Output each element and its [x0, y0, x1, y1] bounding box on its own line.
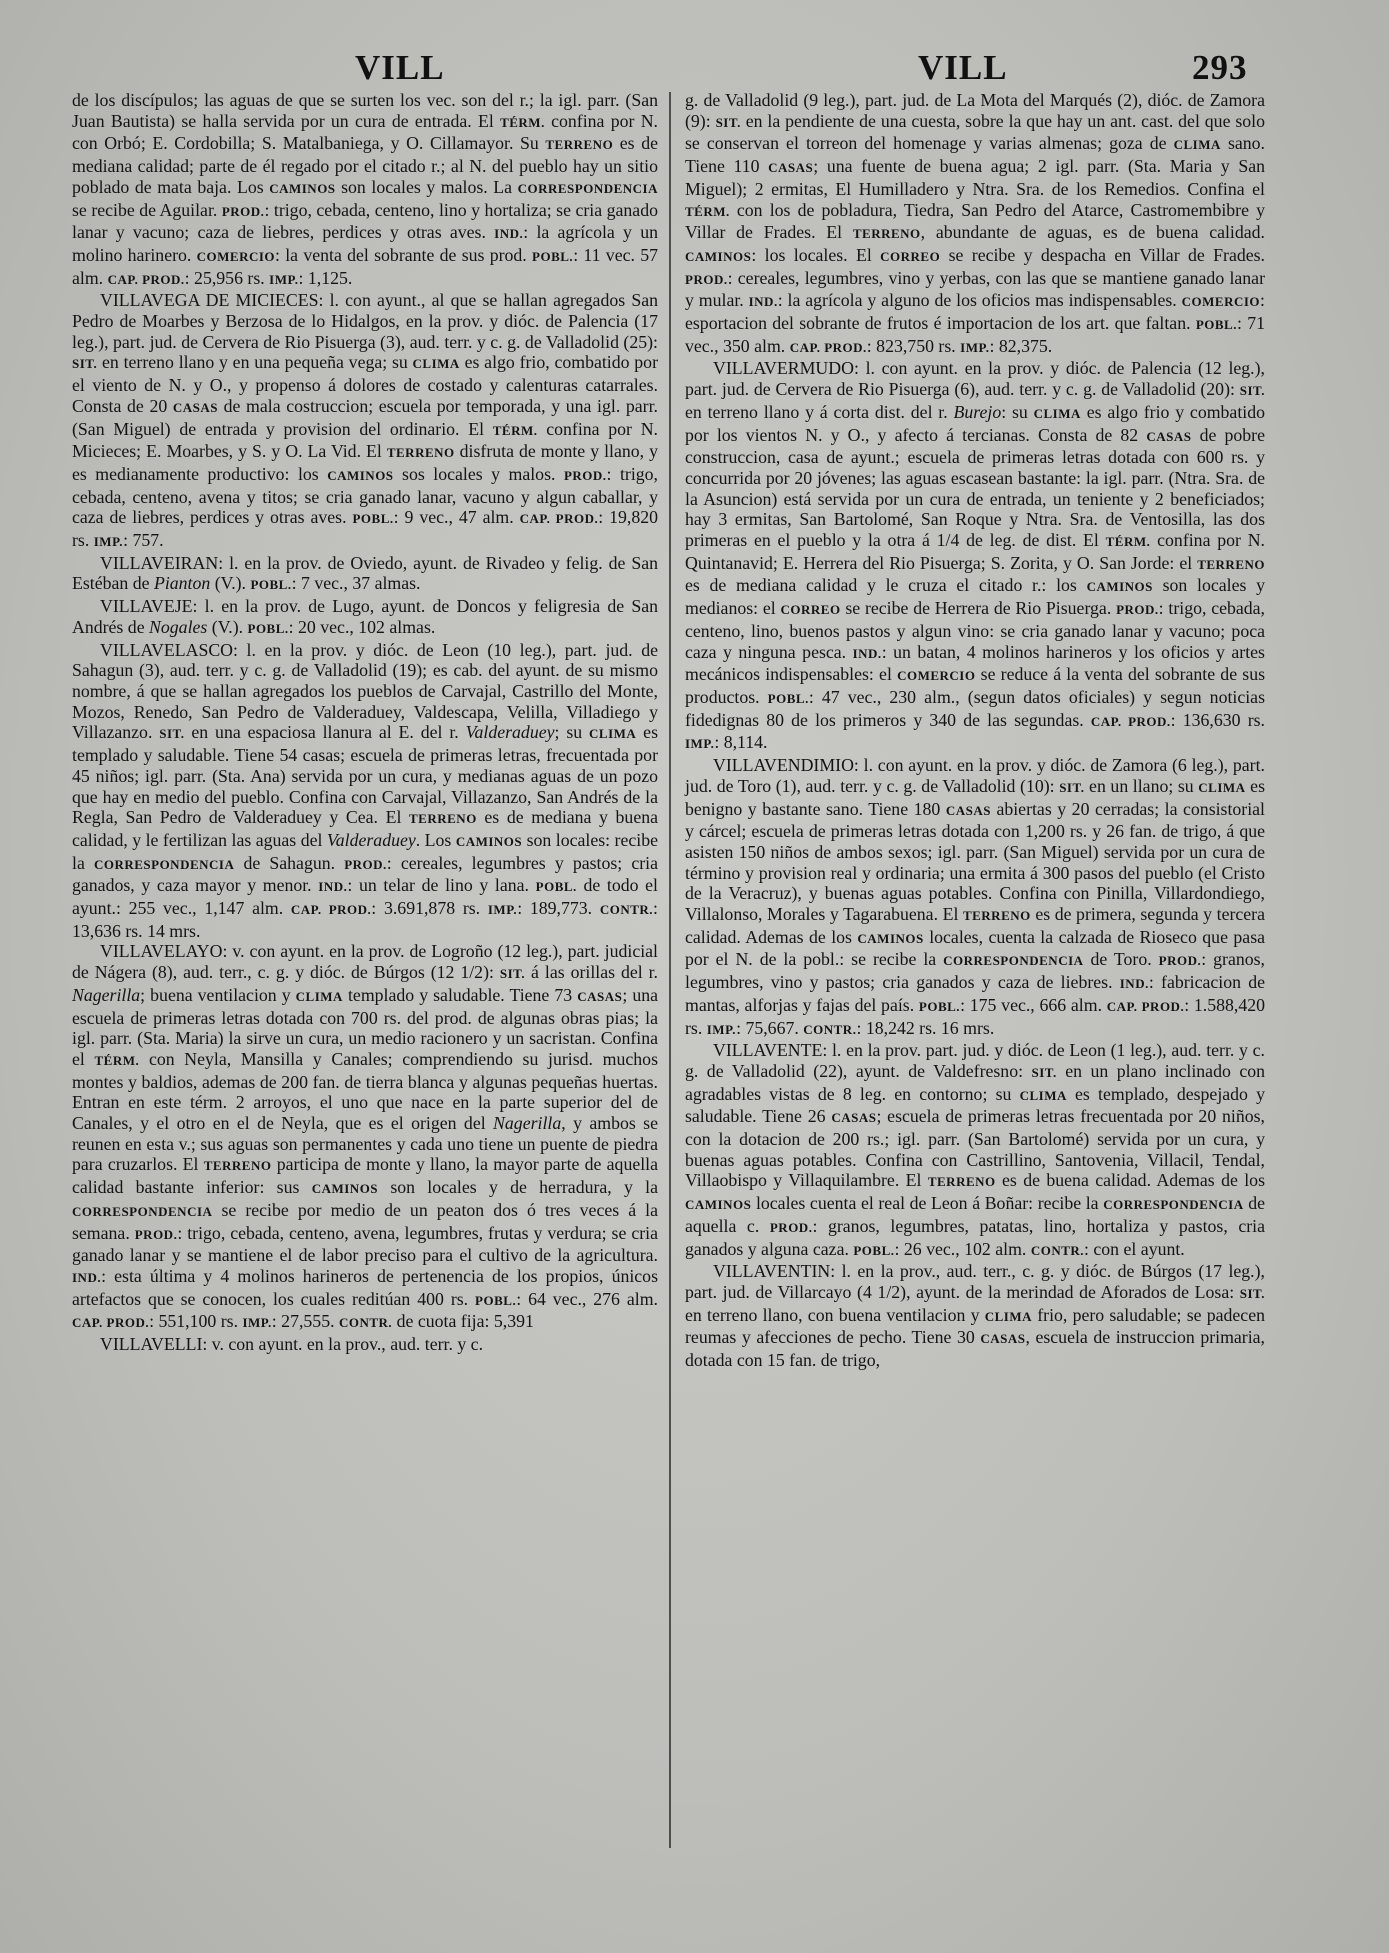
abbreviation: TERRENO	[386, 445, 455, 461]
entry-text: : granos, legumbres, vino y pastos; cria ganados y caza de liebres.	[685, 949, 1265, 993]
abbreviation: CAP. PROD.	[1106, 998, 1185, 1014]
entry-text: templado y saludable. Tiene 73	[342, 984, 578, 1005]
entry-text: se recibe por medio de un peaton dos ó tres veces á la semana.	[72, 1199, 658, 1243]
italic-name: Nagerilla	[72, 984, 141, 1005]
abbreviation: IMP.	[269, 271, 299, 287]
entry-text: : un batan, 4 molinos harineros y los oficios y artes mecánicos indispensables: el	[685, 641, 1265, 685]
abbreviation: CONTR.	[1030, 1242, 1085, 1258]
entry-text: con los de pobladura, Tiedra, San Pedro del Atarce, Castromembibre y Villar de Frades. El	[685, 199, 1265, 243]
entry-text: : trigo, cebada, centeno, lino y hortaliza; se cria ganado lanar y vacuno; caza de liebres, perdices y otras aves.	[72, 199, 658, 243]
abbreviation: CONTR.	[803, 1021, 857, 1037]
abbreviation: POBL.	[352, 511, 394, 527]
italic-name: Nagerilla	[493, 1113, 562, 1134]
entry-text: : 75,667.	[736, 1017, 804, 1038]
abbreviation: IND.	[1119, 976, 1149, 992]
entry-text: : 823,750 rs.	[866, 335, 961, 356]
abbreviation: POBL.	[247, 620, 289, 636]
italic-name: Valderaduey	[326, 829, 416, 850]
abbreviation: POBL.	[535, 879, 577, 895]
abbreviation: CASAS	[172, 399, 218, 415]
abbreviation: POBL.	[475, 1292, 517, 1308]
entry-text: : fabricacion de mantas, alforjas y fajas del país.	[685, 972, 1265, 1015]
entry-text: : 18,242 rs. 16 mrs.	[856, 1017, 995, 1038]
entry-text: se recibe y despacha en Villar de Frades.	[940, 244, 1266, 265]
entry-text: . Los	[415, 829, 456, 850]
abbreviation: CLIMA	[984, 1308, 1032, 1324]
gazetteer-entry	[685, 358, 1265, 755]
entry-text: en la pendiente de una cuesta, sobre la que hay un ant. cast. del que solo se conservan el torreon del homenage y varias almenas; goza de	[685, 110, 1265, 154]
abbreviation: CASAS	[831, 1110, 877, 1126]
entry-text: á las orillas del r.	[525, 962, 658, 983]
abbreviation: TÉRM.	[685, 203, 730, 219]
entry-text: de aquella c.	[685, 1193, 1265, 1236]
entry-text: se recibe de Aguilar.	[72, 199, 222, 220]
gazetteer-entry	[72, 941, 658, 1334]
abbreviation: SIT.	[499, 966, 526, 982]
abbreviation: IMP.	[487, 902, 518, 918]
entry-text: : 1.588,420 rs.	[685, 994, 1266, 1038]
abbreviation: SIT.	[1059, 779, 1085, 795]
entry-text: : 175 vec., 666 alm.	[960, 994, 1107, 1015]
abbreviation: IMP.	[242, 1315, 272, 1331]
entry-headword: VILLAVENDIMIO	[713, 755, 854, 776]
abbreviation: PROD.	[769, 1219, 813, 1235]
entry-text: : un telar de lino y lana.	[347, 875, 536, 896]
abbreviation: SIT.	[159, 726, 185, 742]
running-head-left: VILL	[355, 48, 445, 87]
entry-text: de todo el ayunt.: 255 vec., 1,147 alm.	[72, 875, 658, 919]
entry-text: : 11 vec. 57 alm.	[72, 244, 658, 288]
abbreviation: CLIMA	[1198, 779, 1246, 795]
entry-text: es de mediana y buena calidad, y le fertilizan las aguas del	[72, 807, 658, 850]
entry-text: es algo frio, combatido por el viento de N. y O., y propenso á dolores de costado y calenturas catarrales. Consta de 20	[72, 352, 658, 416]
abbreviation: CASAS	[577, 988, 623, 1004]
entry-text: : trigo, cebada, centeno, avena y titos; se cria ganado lanar, vacuno y algun caballar, y caza de liebres, perdices y otras aves.	[72, 463, 658, 528]
left-column	[72, 90, 658, 1355]
abbreviation: POBL.	[853, 1242, 895, 1258]
italic-name: Valderaduey	[465, 722, 555, 743]
abbreviation: CORRESPONDENCIA	[943, 953, 1084, 969]
entry-text: locales, cuenta la calzada de Rioseco que pasa por el N. de la pobl.: se recibe la	[685, 926, 1266, 970]
entry-text: (V.).	[207, 616, 248, 637]
abbreviation: CAP. PROD.	[107, 271, 185, 287]
abbreviation: PROD.	[563, 467, 607, 483]
entry-text: abiertas y 20 cerradas; la consistorial y cárcel; escuela de primeras letras dotada con 1,200 rs. y 26 fan. de trigo, á que asisten 150 niños de ambos sexos; igl. parr. (San Miguel) servida por un cura de término y provision real y ordinaria; una ermita á 300 pasos del pueblo (el Cristo de la Veracruz), y buenas aguas potables. Confina con Pinilla, Villardondiego, Villalonso, Morales y Tagarabuena. El	[685, 798, 1265, 925]
entry-text: participa de monte y llano, la mayor parte de aquella calidad bastante inferior: sus	[72, 1154, 658, 1198]
abbreviation: PROD.	[685, 271, 728, 287]
entry-text: en terreno llano y en una pequeña vega; su	[97, 352, 413, 373]
abbreviation: CORREO	[780, 602, 841, 618]
entry-text: confina por N. Micieces; E. Moarbes, y S. y O. La Vid. El	[72, 418, 658, 462]
entry-text: : 136,630 rs.	[1170, 709, 1265, 730]
entry-text: son locales y medianos: el	[685, 575, 1265, 619]
gazetteer-entry	[72, 596, 658, 639]
entry-text: : l. con ayunt. en la prov. y dióc. de Zamora (6 leg.), part. jud. de Toro (1), aud. terr. y c. g. de Valladolid (10):	[685, 755, 1265, 796]
entry-headword: VILLAVELAYO	[100, 941, 223, 962]
entry-text: es benigno y bastante sano. Tiene 180	[685, 775, 1265, 819]
abbreviation: IND.	[748, 294, 778, 310]
entry-headword: VILLAVEIRAN	[100, 552, 219, 573]
abbreviation: SIT.	[1031, 1064, 1057, 1080]
gazetteer-entry	[72, 290, 658, 552]
entry-text: son locales y malos. La	[335, 176, 518, 197]
entry-text: : v. con ayunt. en la prov. de Logroño (12 leg.), part. judicial de Nágera (8), aud. terr., c. g. y dióc. de Búrgos (12 1/2):	[72, 941, 658, 983]
entry-text: , escuela de instruccion primaria, dotada con 15 fan. de trigo,	[685, 1327, 1266, 1371]
abbreviation: POBL.	[532, 248, 574, 264]
italic-name: Nogales	[149, 616, 208, 637]
abbreviation: TERRENO	[203, 1158, 272, 1174]
entry-text: : 9 vec., 47 alm.	[393, 507, 520, 528]
entry-text: : los locales. El	[751, 244, 881, 265]
gazetteer-entry	[72, 1334, 658, 1355]
entry-text: de Toro.	[1083, 949, 1159, 970]
abbreviation: POBL.	[767, 690, 809, 706]
entry-text: ; una fuente de buena agua; 2 igl. parr. (Sta. Maria y San Miguel); 2 ermitas, El Humilladero y Ntra. Sra. de los Remedios. Confina el	[685, 156, 1265, 199]
entry-headword: VILLAVENTIN	[713, 1261, 831, 1282]
continuation-paragraph	[685, 90, 1265, 358]
gazetteer-entry	[72, 640, 658, 942]
entry-text: de Sahagun.	[234, 852, 345, 873]
entry-text: : la agrícola y alguno de los oficios mas indispensables.	[777, 290, 1182, 311]
gazetteer-entry	[685, 1040, 1265, 1261]
abbreviation: CLIMA	[1173, 137, 1221, 153]
entry-text: : la agrícola y un molino harinero.	[72, 222, 658, 265]
abbreviation: TERRENO	[927, 1174, 996, 1190]
entry-text: de mala costruccion; escuela por temporada, y una igl. parr. (San Miguel) de entrada y provision del ordinario. El	[72, 395, 658, 439]
entry-headword: VILLAVENTE	[713, 1040, 823, 1061]
entry-text: : 27,555.	[271, 1311, 339, 1332]
abbreviation: PROD.	[134, 1226, 178, 1242]
abbreviation: CONTR.	[599, 902, 654, 918]
abbreviation: CLIMA	[589, 726, 637, 742]
abbreviation: CORRESPONDENCIA	[72, 1203, 213, 1219]
entry-text: : 13,636 rs. 14 mrs.	[72, 898, 658, 941]
entry-text: : v. con ayunt. en la prov., aud. terr. y c.	[202, 1334, 484, 1355]
entry-text: en una espaciosa llanura al E. del r.	[184, 722, 466, 743]
abbreviation: COMERCIO	[897, 668, 976, 684]
entry-text: con Neyla, Mansilla y Canales; comprendiendo su jurisd. muchos montes y baldios, ademas de 200 fan. de tierra blanca y algunas pequeñas huertas. Entran en este térm. 2 arroyos, el uno que nace en la parte superior del de Canales, y el otro en el de Neyla, que es el origen del	[72, 1048, 658, 1134]
entry-text: es algo frio y combatido por los vientos N. y O., y afecto á tercianas. Consta de 82	[685, 401, 1265, 445]
entry-text: : l. en la prov. part. jud. y dióc. de Leon (1 leg.), aud. terr. y c. g. de Valladolid (22), ayunt. de Valdefresno:	[685, 1040, 1265, 1081]
abbreviation: POBL.	[918, 998, 961, 1014]
abbreviation: TERRENO	[962, 908, 1031, 924]
abbreviation: CAMINOS	[327, 467, 394, 483]
abbreviation: CAMINOS	[269, 180, 336, 196]
abbreviation: COMERCIO	[1181, 294, 1261, 310]
entry-text: es de mediana calidad; parte de él regado por el citado r.; al N. del pueblo hay un sitio poblado de mata baja. Los	[72, 133, 658, 197]
abbreviation: CASAS	[768, 160, 814, 176]
entry-text: , abundante de aguas, es de buena calidad.	[920, 222, 1265, 243]
abbreviation: CORREO	[880, 248, 941, 264]
abbreviation: SIT.	[72, 356, 98, 372]
entry-text: se reduce á la venta del sobrante de sus productos.	[685, 664, 1266, 707]
entry-text: son locales y de herradura, y la	[378, 1177, 659, 1198]
abbreviation: CAMINOS	[857, 930, 924, 946]
entry-text: : 7 vec., 37 almas.	[291, 573, 421, 594]
entry-text: : cereales, legumbres, vino y yerbas, con las que se mantiene ganado lanar y mular.	[685, 267, 1265, 311]
entry-headword: VILLAVERMUDO	[713, 358, 854, 379]
entry-text: en terreno llano, con buena ventilacion y	[685, 1304, 985, 1325]
entry-text: : esta última y 4 molinos harineros de pertenencia de los propios, únicos artefactos que se conocen, los cuales reditúan 400 rs.	[72, 1265, 658, 1309]
abbreviation: CLIMA	[295, 988, 343, 1004]
column-rule	[669, 92, 671, 1848]
gazetteer-entry	[685, 1261, 1265, 1371]
entry-text: confina por N. Quintanavid; E. Herrera del Rio Pisuerga; S. Zorita, y O. San Jorde: el	[685, 530, 1265, 573]
entry-text: : 71 vec., 350 alm.	[685, 313, 1265, 356]
entry-text: es de primera, segunda y tercera calidad. Ademas de los	[685, 904, 1265, 947]
entry-headword: VILLAVEJE	[100, 596, 193, 617]
entry-text: de pobre construccion, casa de ayunt.; escuela de primeras letras dotada con 600 rs. y concurrida por 20 jóvenes; las aguas escasean bastante: la igl. parr. (Ntra. Sra. de la Asuncion) está servida por un cura de entrada, un teniente y 2 beneficiados; hay 3 ermitas, San Bartolomé, San Roque y Ntra. Sra. de Ventosilla, las dos primeras en el pueblo y la otra á 1/4 de leg. de dist. El	[685, 424, 1265, 551]
entry-text: : 64 vec., 276 alm.	[516, 1288, 658, 1309]
abbreviation: CAMINOS	[455, 833, 523, 849]
abbreviation: TERRENO	[545, 137, 614, 153]
entry-text: ; buena ventilacion y	[140, 984, 296, 1005]
entry-text: es templado, despejado y saludable. Tiene 26	[685, 1083, 1266, 1127]
abbreviation: CAP. PROD.	[519, 511, 599, 527]
abbreviation: CONTR.	[338, 1315, 393, 1331]
abbreviation: IMP.	[93, 534, 124, 550]
abbreviation: POBL.	[250, 577, 292, 593]
right-entries	[685, 358, 1265, 1370]
abbreviation: TERRENO	[852, 226, 921, 242]
left-entries	[72, 290, 658, 1354]
entry-text: : 25,956 rs.	[184, 267, 270, 288]
abbreviation: CAP. PROD.	[290, 902, 372, 918]
entry-text: : 20 vec., 102 almas.	[288, 616, 436, 637]
abbreviation: CORRESPONDENCIA	[517, 180, 658, 196]
entry-text: de los discípulos; las aguas de que se surten los vec. son del r.; la igl. parr. (San Juan Bautista) se halla servida por un cura de entrada. El	[72, 90, 658, 131]
abbreviation: IMP.	[685, 736, 715, 752]
abbreviation: CORRESPONDENCIA	[93, 856, 235, 872]
entry-text: : l. en la prov., aud. terr., c. g. y dióc. de Búrgos (17 leg.), part. jud. de Villarcayo (4 1/2), ayunt. de la merindad de Aforados de Losa:	[685, 1261, 1265, 1302]
entry-text: es de mediana calidad y le cruza el citado r.: los	[685, 575, 1087, 596]
entry-text: en un llano; su	[1084, 775, 1199, 796]
entry-text: : 47 vec., 230 alm., (segun datos oficiales) y segun noticias fidedignas 80 de los primeros y 340 de las segundas.	[685, 686, 1265, 730]
entry-text: confina por N. con Orbó; E. Cordobilla; S. Matalbaniega, y O. Cillamayor. Su	[72, 110, 658, 154]
entry-text: : l. en la prov. de Oviedo, ayunt. de Rivadeo y felig. de San Estéban de	[72, 552, 658, 594]
entry-text: en terreno llano y á corta dist. del r.	[685, 401, 954, 422]
abbreviation: CLIMA	[1019, 1087, 1067, 1103]
abbreviation: CAMINOS	[685, 1197, 752, 1213]
entry-text: sos locales y malos.	[393, 463, 564, 484]
entry-text: : 8,114.	[714, 732, 768, 753]
entry-text: : la venta del sobrante de sus prod.	[275, 244, 533, 265]
abbreviation: PROD.	[1116, 602, 1159, 618]
entry-text: ; su	[554, 722, 590, 743]
entry-text: : 26 vec., 102 alm.	[894, 1238, 1031, 1259]
entry-text: : 3.691,878 rs.	[371, 898, 488, 919]
abbreviation: TÉRM.	[500, 114, 545, 130]
entry-text: de cuota fija: 5,391	[392, 1311, 534, 1332]
italic-name: Pianton	[153, 573, 211, 594]
entry-text: (V.).	[210, 573, 251, 594]
abbreviation: TÉRM.	[1105, 534, 1151, 550]
abbreviation: POBL.	[1195, 317, 1237, 333]
abbreviation: CASAS	[1146, 428, 1192, 444]
entry-text: : trigo, cebada, centeno, avena, legumbres, frutas y verdura; se cria ganado lanar y se mantiene el de labor preciso para el cultivo de la agricultura.	[72, 1222, 658, 1266]
abbreviation: CASAS	[980, 1331, 1026, 1347]
entry-text: disfruta de monte y llano, y es medianamente productivo: los	[72, 441, 658, 484]
entry-text: en un plano inclinado con agradables vistas de 8 leg. en contorno; su	[685, 1060, 1265, 1104]
abbreviation: IMP.	[706, 1021, 737, 1037]
entry-text: : esportacion del sobrante de frutos é importacion de los art. que faltan.	[685, 290, 1265, 334]
entry-text: : 19,820 rs.	[72, 507, 658, 551]
entry-text: : su	[1001, 401, 1034, 422]
entry-text: : 551,100 rs.	[149, 1311, 243, 1332]
entry-text: ; una escuela de primeras letras dotada con 700 rs. del prod. de algunas obras pias; la igl. parr. (Sta. Maria) la sirve un cura, un medio racionero y un sacristan. Confina el	[72, 984, 658, 1069]
abbreviation: CAP. PROD.	[789, 339, 867, 355]
abbreviation: IND.	[494, 226, 524, 242]
page-number: 293	[1192, 48, 1248, 87]
abbreviation: CASAS	[945, 802, 991, 818]
entry-text: : trigo, cebada, centeno, lino, buenos pastos y algun vino: se cria ganado lanar y vacuno; poca caza y ninguna pesca.	[685, 598, 1266, 662]
abbreviation: IMP.	[960, 339, 990, 355]
abbreviation: TERRENO	[409, 811, 477, 827]
abbreviation: CLIMA	[1033, 405, 1081, 421]
abbreviation: CAMINOS	[311, 1181, 379, 1197]
entry-text: : cereales, legumbres y pastos; cria ganados, y caza mayor y menor.	[72, 852, 658, 896]
right-column	[685, 90, 1265, 1371]
entry-text: sano. Tiene 110	[685, 133, 1266, 177]
entry-headword: VILLAVEGA DE MICIECES	[100, 290, 319, 311]
entry-headword: VILLAVELASCO	[100, 639, 234, 660]
entry-text: : l. con ayunt., al que se hallan agregados San Pedro de Moarbes y Berzosa de lo Hidalgos, en la prov. y dióc. de Palencia (17 leg.), part. jud. de Cervera de Rio Pisuerga (3), aud. terr. y c. g. de Valladolid (25):	[72, 290, 658, 352]
entry-text: : 82,375.	[989, 335, 1053, 356]
running-head-right: VILL	[918, 48, 1008, 87]
abbreviation: CAP. PROD.	[1090, 713, 1171, 729]
entry-text: : l. con ayunt. en la prov. y dióc. de Palencia (12 leg.), part. jud. de Cervera de Rio Pisuerga (6), aud. terr. y c. g. de Valladolid (20):	[685, 358, 1265, 400]
entry-text: g. de Valladolid (9 leg.), part. jud. de La Mota del Marqués (2), dióc. de Zamora (9):	[685, 90, 1265, 131]
abbreviation: CAMINOS	[1086, 579, 1153, 595]
entry-text: locales cuenta el real de Leon á Boñar: recibe la	[751, 1193, 1104, 1214]
abbreviation: COMERCIO	[196, 248, 276, 264]
continuation-paragraph	[72, 90, 658, 290]
entry-text: : con el ayunt.	[1084, 1238, 1185, 1259]
abbreviation: IND.	[852, 645, 882, 661]
entry-text: : 189,773.	[517, 898, 600, 919]
entry-text: : l. en la prov. de Lugo, ayunt. de Doncos y feligresia de San Andrés de	[72, 596, 658, 637]
entry-text: : l. en la prov. y dióc. de Leon (10 leg.), part. jud. de Sahagun (3), aud. terr. y c. g. de Valladolid (19); es cab. del ayunt. de su mismo nombre, á que se hallan agregados los pueblos de Carvajal, Castrillo del Monte, Mozos, Renedo, San Pedro de Valderaduey, Valdescapa, Velilla, Villadiego y Villazanzo.	[72, 639, 658, 743]
abbreviation: CLIMA	[412, 356, 460, 372]
gazetteer-entry	[72, 553, 658, 596]
abbreviation: CAMINOS	[685, 248, 752, 264]
abbreviation: CORRESPONDENCIA	[1103, 1197, 1244, 1213]
italic-name: Burejo	[953, 401, 1002, 422]
abbreviation: SIT.	[1239, 383, 1265, 399]
entry-text: ; escuela de primeras letras frecuentada por 20 niños, con la dotacion de 200 rs.; igl. parr. (San Bartolomé) servida por un cura, y buenas aguas potables. Confina con Castrillino, Santovenia, Villacil, Tendal, Villaobispo y Villaquilambre. El	[685, 1106, 1265, 1191]
abbreviation: TERRENO	[1197, 556, 1265, 572]
entry-text: frio, pero saludable; se padecen reumas y afecciones de pecho. Tiene 30	[685, 1304, 1265, 1348]
entry-text: es de buena calidad. Ademas de los	[995, 1170, 1265, 1191]
entry-headword: VILLAVELLI	[100, 1334, 203, 1355]
abbreviation: IND.	[72, 1269, 102, 1285]
abbreviation: IND.	[318, 879, 348, 895]
abbreviation: SIT.	[715, 114, 741, 130]
abbreviation: PROD.	[344, 856, 387, 872]
entry-text: es templado y saludable. Tiene 54 casas; escuela de primeras letras, frecuentada por 45 niños; igl. parr. (Sta. Ana) servida por un cura, y medianas aguas de un pozo que hay en medio del pueblo. Confina con Carvajal, Villazanzo, San Andrés de la Regla, San Pedro de Valderaduey y Cea. El	[72, 722, 658, 828]
abbreviation: CAP. PROD.	[72, 1315, 150, 1331]
abbreviation: PROD.	[1158, 953, 1202, 969]
gazetteer-entry	[685, 755, 1265, 1040]
abbreviation: TÉRM.	[94, 1052, 140, 1068]
entry-text: : 1,125.	[298, 267, 353, 288]
abbreviation: SIT.	[1239, 1285, 1265, 1301]
abbreviation: PROD.	[221, 203, 265, 219]
entry-text: , y ambos se reunen en esta v.; sus aguas son permanentes y cada uno tiene un puente de piedra para cruzarlos. El	[72, 1113, 658, 1175]
entry-text: : granos, legumbres, patatas, lino, hortaliza y pastos, cria ganados y alguna caza.	[685, 1215, 1265, 1259]
entry-text: se recibe de Herrera de Rio Pisuerga.	[840, 598, 1117, 619]
entry-text: : 757.	[123, 530, 164, 551]
entry-text: son locales: recibe la	[72, 829, 658, 873]
abbreviation: TÉRM.	[492, 422, 538, 438]
